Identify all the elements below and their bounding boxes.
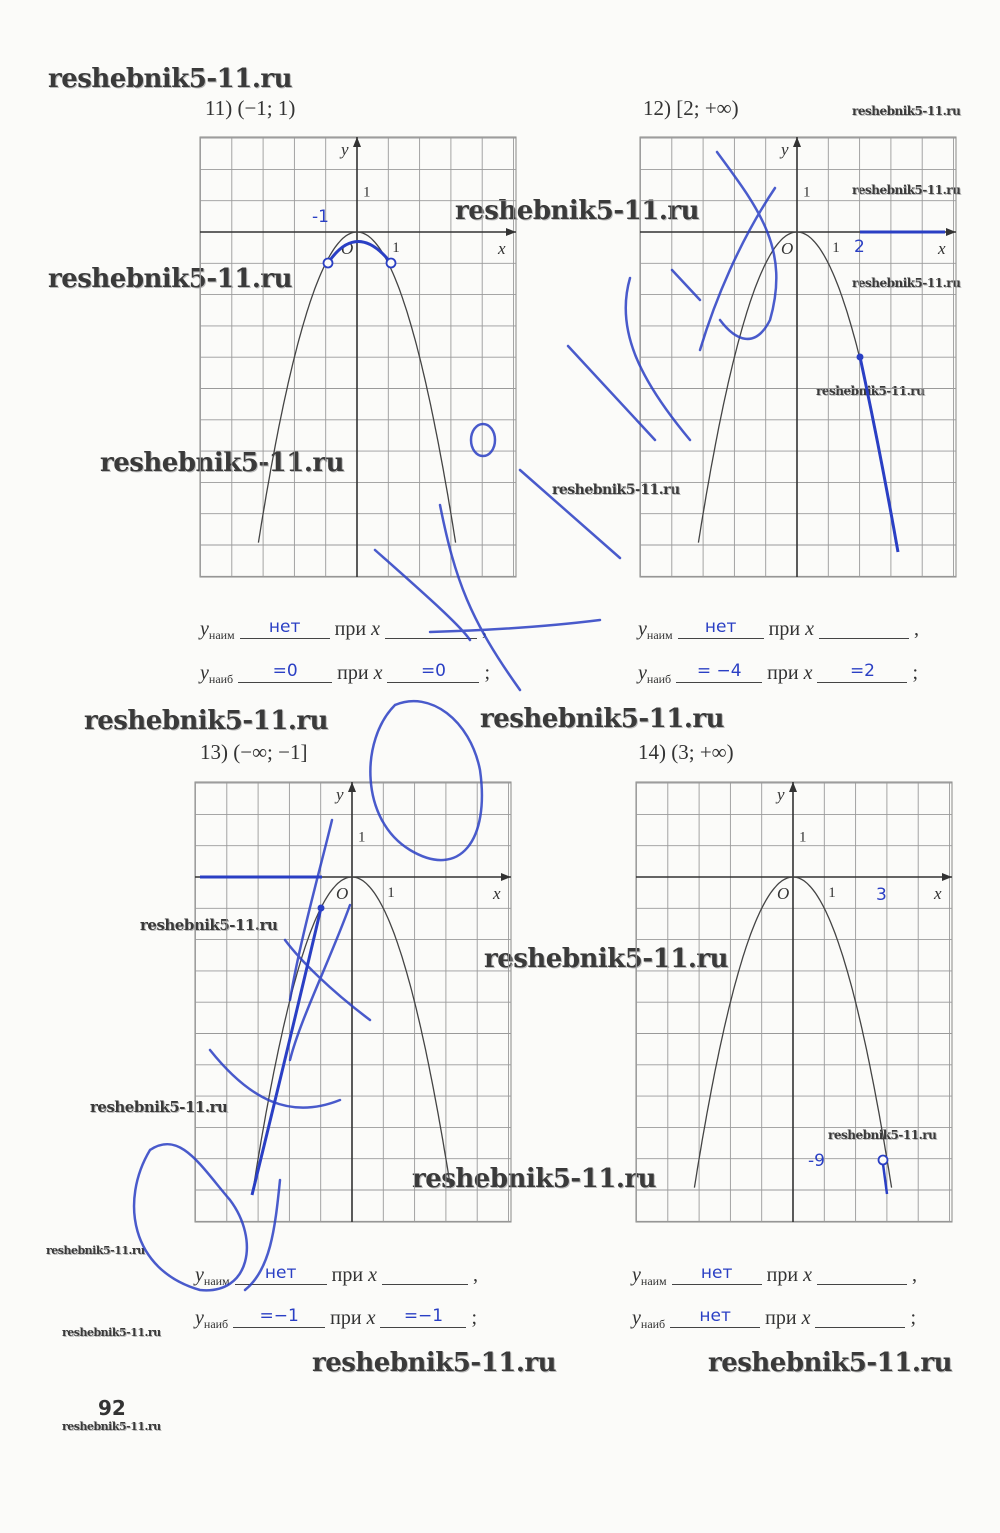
answer-ray (252, 908, 321, 1195)
watermark: reshebnik5-11.ru (100, 448, 345, 478)
y-axis-label: y (341, 140, 349, 159)
x-axis-label: x (498, 239, 506, 258)
x-axis-label: x (938, 239, 946, 258)
unit-label-x: 1 (392, 240, 400, 256)
answer-blank[interactable]: нет (678, 616, 764, 639)
closed-point (857, 354, 864, 361)
answer-max-12: $y_{наиб}$ = −4 при x =2 ; (638, 661, 919, 686)
handwritten-mark: 3 (876, 885, 887, 905)
watermark: reshebnik5-11.ru (552, 482, 680, 498)
x-axis-label: x (934, 884, 942, 903)
watermark: reshebnik5-11.ru (412, 1164, 657, 1194)
answer-blank[interactable] (385, 616, 477, 639)
y-axis-label: y (777, 785, 785, 804)
handwritten-mark: -1 (312, 207, 329, 227)
graph-14 (636, 782, 952, 1222)
watermark: reshebnik5-11.ru (62, 1420, 161, 1433)
answer-blank[interactable]: нет (235, 1262, 327, 1285)
watermark: reshebnik5-11.ru (852, 104, 961, 118)
answer-min-11: $y_{наим}$ нет при x , (200, 617, 487, 642)
answer-min-14: $y_{наим}$ нет при x , (632, 1263, 917, 1288)
unit-label-y: 1 (803, 184, 811, 201)
watermark: reshebnik5-11.ru (852, 183, 961, 197)
watermark: reshebnik5-11.ru (62, 1326, 161, 1339)
watermark: reshebnik5-11.ru (312, 1348, 557, 1378)
answer-blank[interactable]: нет (670, 1305, 760, 1328)
answer-ray (883, 1164, 887, 1194)
origin-label: O (341, 239, 354, 258)
watermark: reshebnik5-11.ru (48, 264, 293, 294)
handwritten-mark: -9 (808, 1151, 825, 1171)
y-axis-label: y (781, 140, 789, 159)
handwritten-mark: 2 (854, 237, 865, 257)
watermark: reshebnik5-11.ru (816, 384, 925, 398)
watermark: reshebnik5-11.ru (84, 706, 329, 736)
watermark: reshebnik5-11.ru (480, 704, 725, 734)
answer-blank[interactable]: =−1 (233, 1305, 325, 1328)
open-point (324, 259, 333, 268)
problem-14-interval: 14) (3; +∞) (638, 740, 734, 764)
problem-11-interval: 11) (−1; 1) (205, 96, 296, 120)
answer-blank[interactable] (817, 1262, 907, 1285)
unit-label-y: 1 (799, 829, 807, 846)
watermark: reshebnik5-11.ru (455, 196, 700, 226)
answer-blank[interactable] (382, 1262, 468, 1285)
watermark: reshebnik5-11.ru (828, 1128, 937, 1142)
problem-13-interval: 13) (−∞; −1] (200, 740, 308, 764)
answer-max-11: $y_{наиб}$ =0 при x =0 ; (200, 661, 491, 686)
watermark: reshebnik5-11.ru (708, 1348, 953, 1378)
unit-label-y: 1 (363, 184, 371, 201)
unit-label-x: 1 (387, 885, 395, 901)
answer-blank[interactable]: =2 (817, 660, 907, 683)
watermark: reshebnik5-11.ru (484, 944, 729, 974)
x-axis-label: x (493, 884, 501, 903)
answer-blank[interactable]: нет (672, 1262, 762, 1285)
answer-blank[interactable] (819, 616, 909, 639)
page-number: 92 (98, 1396, 126, 1420)
watermark: reshebnik5-11.ru (852, 276, 961, 290)
watermark: reshebnik5-11.ru (48, 64, 293, 94)
origin-label: O (777, 884, 790, 903)
answer-blank[interactable]: =0 (387, 660, 479, 683)
answer-blank[interactable]: нет (240, 616, 330, 639)
origin-label: O (336, 884, 349, 903)
watermark: reshebnik5-11.ru (46, 1244, 145, 1257)
watermark: reshebnik5-11.ru (90, 1098, 228, 1116)
answer-ray (860, 357, 898, 552)
problem-12-interval: 12) [2; +∞) (643, 96, 739, 120)
answer-blank[interactable]: =0 (238, 660, 332, 683)
y-axis-label: y (336, 785, 344, 804)
open-point (387, 259, 396, 268)
graph-11 (200, 137, 516, 577)
answer-min-12: $y_{наим}$ нет при x , (638, 617, 919, 642)
answer-max-14: $y_{наиб}$ нет при x ; (632, 1306, 917, 1331)
answer-max-13: $y_{наиб}$ =−1 при x =−1 ; (195, 1306, 478, 1331)
watermark: reshebnik5-11.ru (140, 916, 278, 934)
closed-point (318, 905, 325, 912)
unit-label-x: 1 (828, 885, 836, 901)
answer-blank[interactable]: =−1 (380, 1305, 466, 1328)
answer-blank[interactable]: = −4 (676, 660, 762, 683)
unit-label-y: 1 (358, 829, 366, 846)
origin-label: O (781, 239, 794, 258)
answer-min-13: $y_{наим}$ нет при x , (195, 1263, 478, 1288)
graph-13 (195, 782, 511, 1222)
answer-blank[interactable] (815, 1305, 905, 1328)
graph-12 (640, 137, 956, 577)
unit-label-x: 1 (832, 240, 840, 256)
open-point (879, 1156, 888, 1165)
